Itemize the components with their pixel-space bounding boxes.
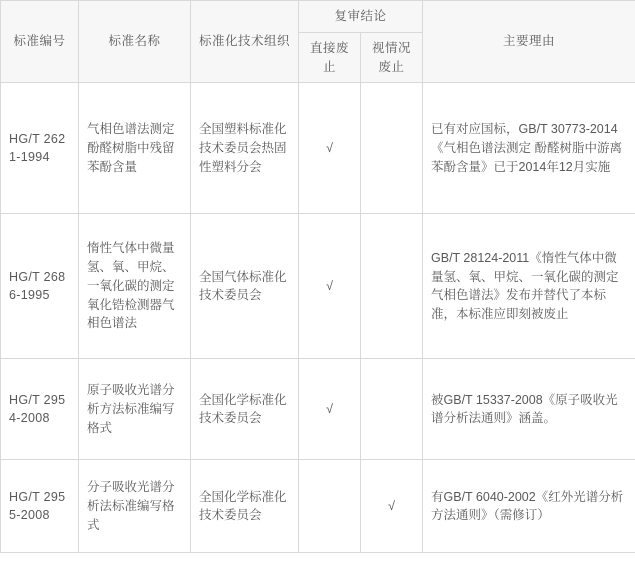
table-row: [1, 83, 635, 214]
header-row-top: [1, 1, 635, 33]
cell-standard-code: HG/T 2686-1995: [1, 214, 79, 359]
cell-direct-abolish-mark: [299, 460, 361, 553]
cell-technical-organization: 全国气体标准化技术委员会: [191, 214, 299, 359]
cell-main-reason: 有GB/T 6040-2002《红外光谱分析方法通则》（需修订）: [423, 460, 635, 553]
cell-conditional-abolish-mark: [361, 214, 423, 359]
header-direct-abolish: 直接废止: [299, 32, 361, 83]
cell-technical-organization: 全国塑料标准化技术委员会热固性塑料分会: [191, 83, 299, 214]
cell-direct-abolish-mark: √: [299, 359, 361, 460]
cell-technical-organization: 全国化学标准化技术委员会: [191, 460, 299, 553]
cell-standard-code: HG/T 2954-2008: [1, 359, 79, 460]
cell-standard-code: HG/T 2621-1994: [1, 83, 79, 214]
table-row: [1, 214, 635, 359]
header-standard-name: 标准名称: [79, 1, 191, 83]
header-standard-code: 标准编号: [1, 1, 79, 83]
table-body: [1, 83, 635, 553]
table-header: [1, 1, 635, 83]
cell-technical-organization: 全国化学标准化技术委员会: [191, 359, 299, 460]
cell-direct-abolish-mark: √: [299, 83, 361, 214]
cell-standard-name: 原子吸收光谱分析方法标准编写格式: [79, 359, 191, 460]
table-row: [1, 460, 635, 553]
cell-standard-name: 惰性气体中微量氢、氧、甲烷、一氧化碳的测定 氧化锆检测器气相色谱法: [79, 214, 191, 359]
cell-conditional-abolish-mark: [361, 83, 423, 214]
header-review-conclusion: 复审结论: [299, 1, 423, 33]
cell-main-reason: GB/T 28124-2011《惰性气体中微量氢、氧、甲烷、一氧化碳的测定 气相色谱法》发布并替代了本标准，本标准应即刻被废止: [423, 214, 635, 359]
cell-standard-name: 气相色谱法测定酚醛树脂中残留苯酚含量: [79, 83, 191, 214]
header-main-reason: 主要理由: [423, 1, 635, 83]
cell-main-reason: 被GB/T 15337-2008《原子吸收光谱分析法通则》涵盖。: [423, 359, 635, 460]
cell-standard-code: HG/T 2955-2008: [1, 460, 79, 553]
cell-conditional-abolish-mark: [361, 359, 423, 460]
cell-main-reason: 已有对应国标，GB/T 30773-2014《气相色谱法测定 酚醛树脂中游离苯酚含量》已于2014年12月实施: [423, 83, 635, 214]
header-conditional-abolish: 视情况废止: [361, 32, 423, 83]
table-row: [1, 359, 635, 460]
cell-standard-name: 分子吸收光谱分析法标准编写格式: [79, 460, 191, 553]
header-technical-organization: 标准化技术组织: [191, 1, 299, 83]
cell-conditional-abolish-mark: √: [361, 460, 423, 553]
cell-direct-abolish-mark: √: [299, 214, 361, 359]
